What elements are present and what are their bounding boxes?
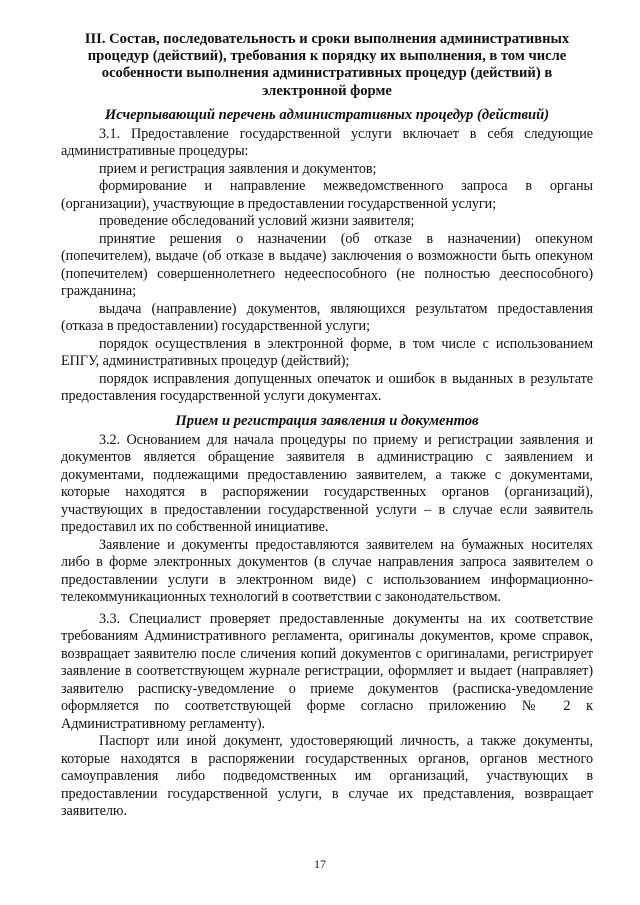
list-item-issuance: выдача (направление) документов, являющихся результатом предоставления (отказа в предоставлении) государственной услуги; bbox=[61, 300, 593, 335]
page-content bbox=[61, 31, 593, 821]
paragraph-3-3: 3.3. Специалист проверяет предоставленные документы на их соответствие требованиям Административного регламента, оригиналы документов, кроме справок, возвращает заявителю после сличения копий документов с оригиналами, регистрирует заявление в соответствующем журнале регистрации, оформляет и выдает (направляет) заявителю расписку-уведомление о приеме документов (расписка-уведомление оформляется по соответствующей форме согласно приложению № 2 к Административному регламенту). bbox=[61, 610, 593, 732]
paragraph-submission-form: Заявление и документы предоставляются заявителем на бумажных носителях либо в форме электронных документов (в случае направления запроса заявителем о предоставлении услуги в электронном виде) с использованием информационно-телекоммуникационных технологий в соответствии с законодательством. bbox=[61, 536, 593, 606]
list-item-electronic-form: порядок осуществления в электронной форме, в том числе с использованием ЕПГУ, административных процедур (действий); bbox=[61, 335, 593, 370]
list-item-decision: принятие решения о назначении (об отказе в назначении) опекуном (попечителем), выдаче (об отказе в выдаче) заключения о возможности быть опекуном (попечителем) совершеннолетнего недееспособного (не полностью дееспособного) гражданина; bbox=[61, 230, 593, 300]
paragraph-3-1: 3.1. Предоставление государственной услуги включает в себя следующие административные процедуры: bbox=[61, 125, 593, 160]
paragraph-passport-return: Паспорт или иной документ, удостоверяющий личность, а также документы, которые находятся в распоряжении государственных органов, органов местного самоуправления либо подведомственных им организаций, участвующих в предоставлении государственной услуги, в случае их представления, возвращает заявителю. bbox=[61, 733, 593, 820]
paragraph-3-2: 3.2. Основанием для начала процедуры по приему и регистрации заявления и документов является обращение заявителя в администрацию с заявлением и документами, подлежащими предоставлению заявителем, а также с документами, которые находятся в распоряжении государственных органов (организаций), участвующих в предоставлении государственной услуги – в случае если заявитель предоставил их по собственной инициативе. bbox=[61, 431, 593, 536]
page-number: 17 bbox=[314, 857, 326, 871]
section-title: III. Состав, последовательность и сроки выполнения административных процедур (действий), требования к порядку их выполнения, в том числе особенности выполнения административных процедур (действий) в электронной форме bbox=[84, 31, 570, 99]
subheading-reception: Прием и регистрация заявления и документов bbox=[175, 412, 479, 429]
list-item-reception: прием и регистрация заявления и документов; bbox=[99, 160, 377, 177]
list-item-inspection: проведение обследований условий жизни заявителя; bbox=[99, 213, 415, 230]
list-item-corrections: порядок исправления допущенных опечаток и ошибок в выданных в результате предоставления государственной услуги документах. bbox=[61, 370, 593, 405]
subheading-procedures-list: Исчерпывающий перечень административных процедур (действий) bbox=[104, 106, 550, 123]
list-item-interagency-request: формирование и направление межведомственного запроса в органы (организации), участвующие в предоставлении государственной услуги; bbox=[61, 178, 593, 212]
